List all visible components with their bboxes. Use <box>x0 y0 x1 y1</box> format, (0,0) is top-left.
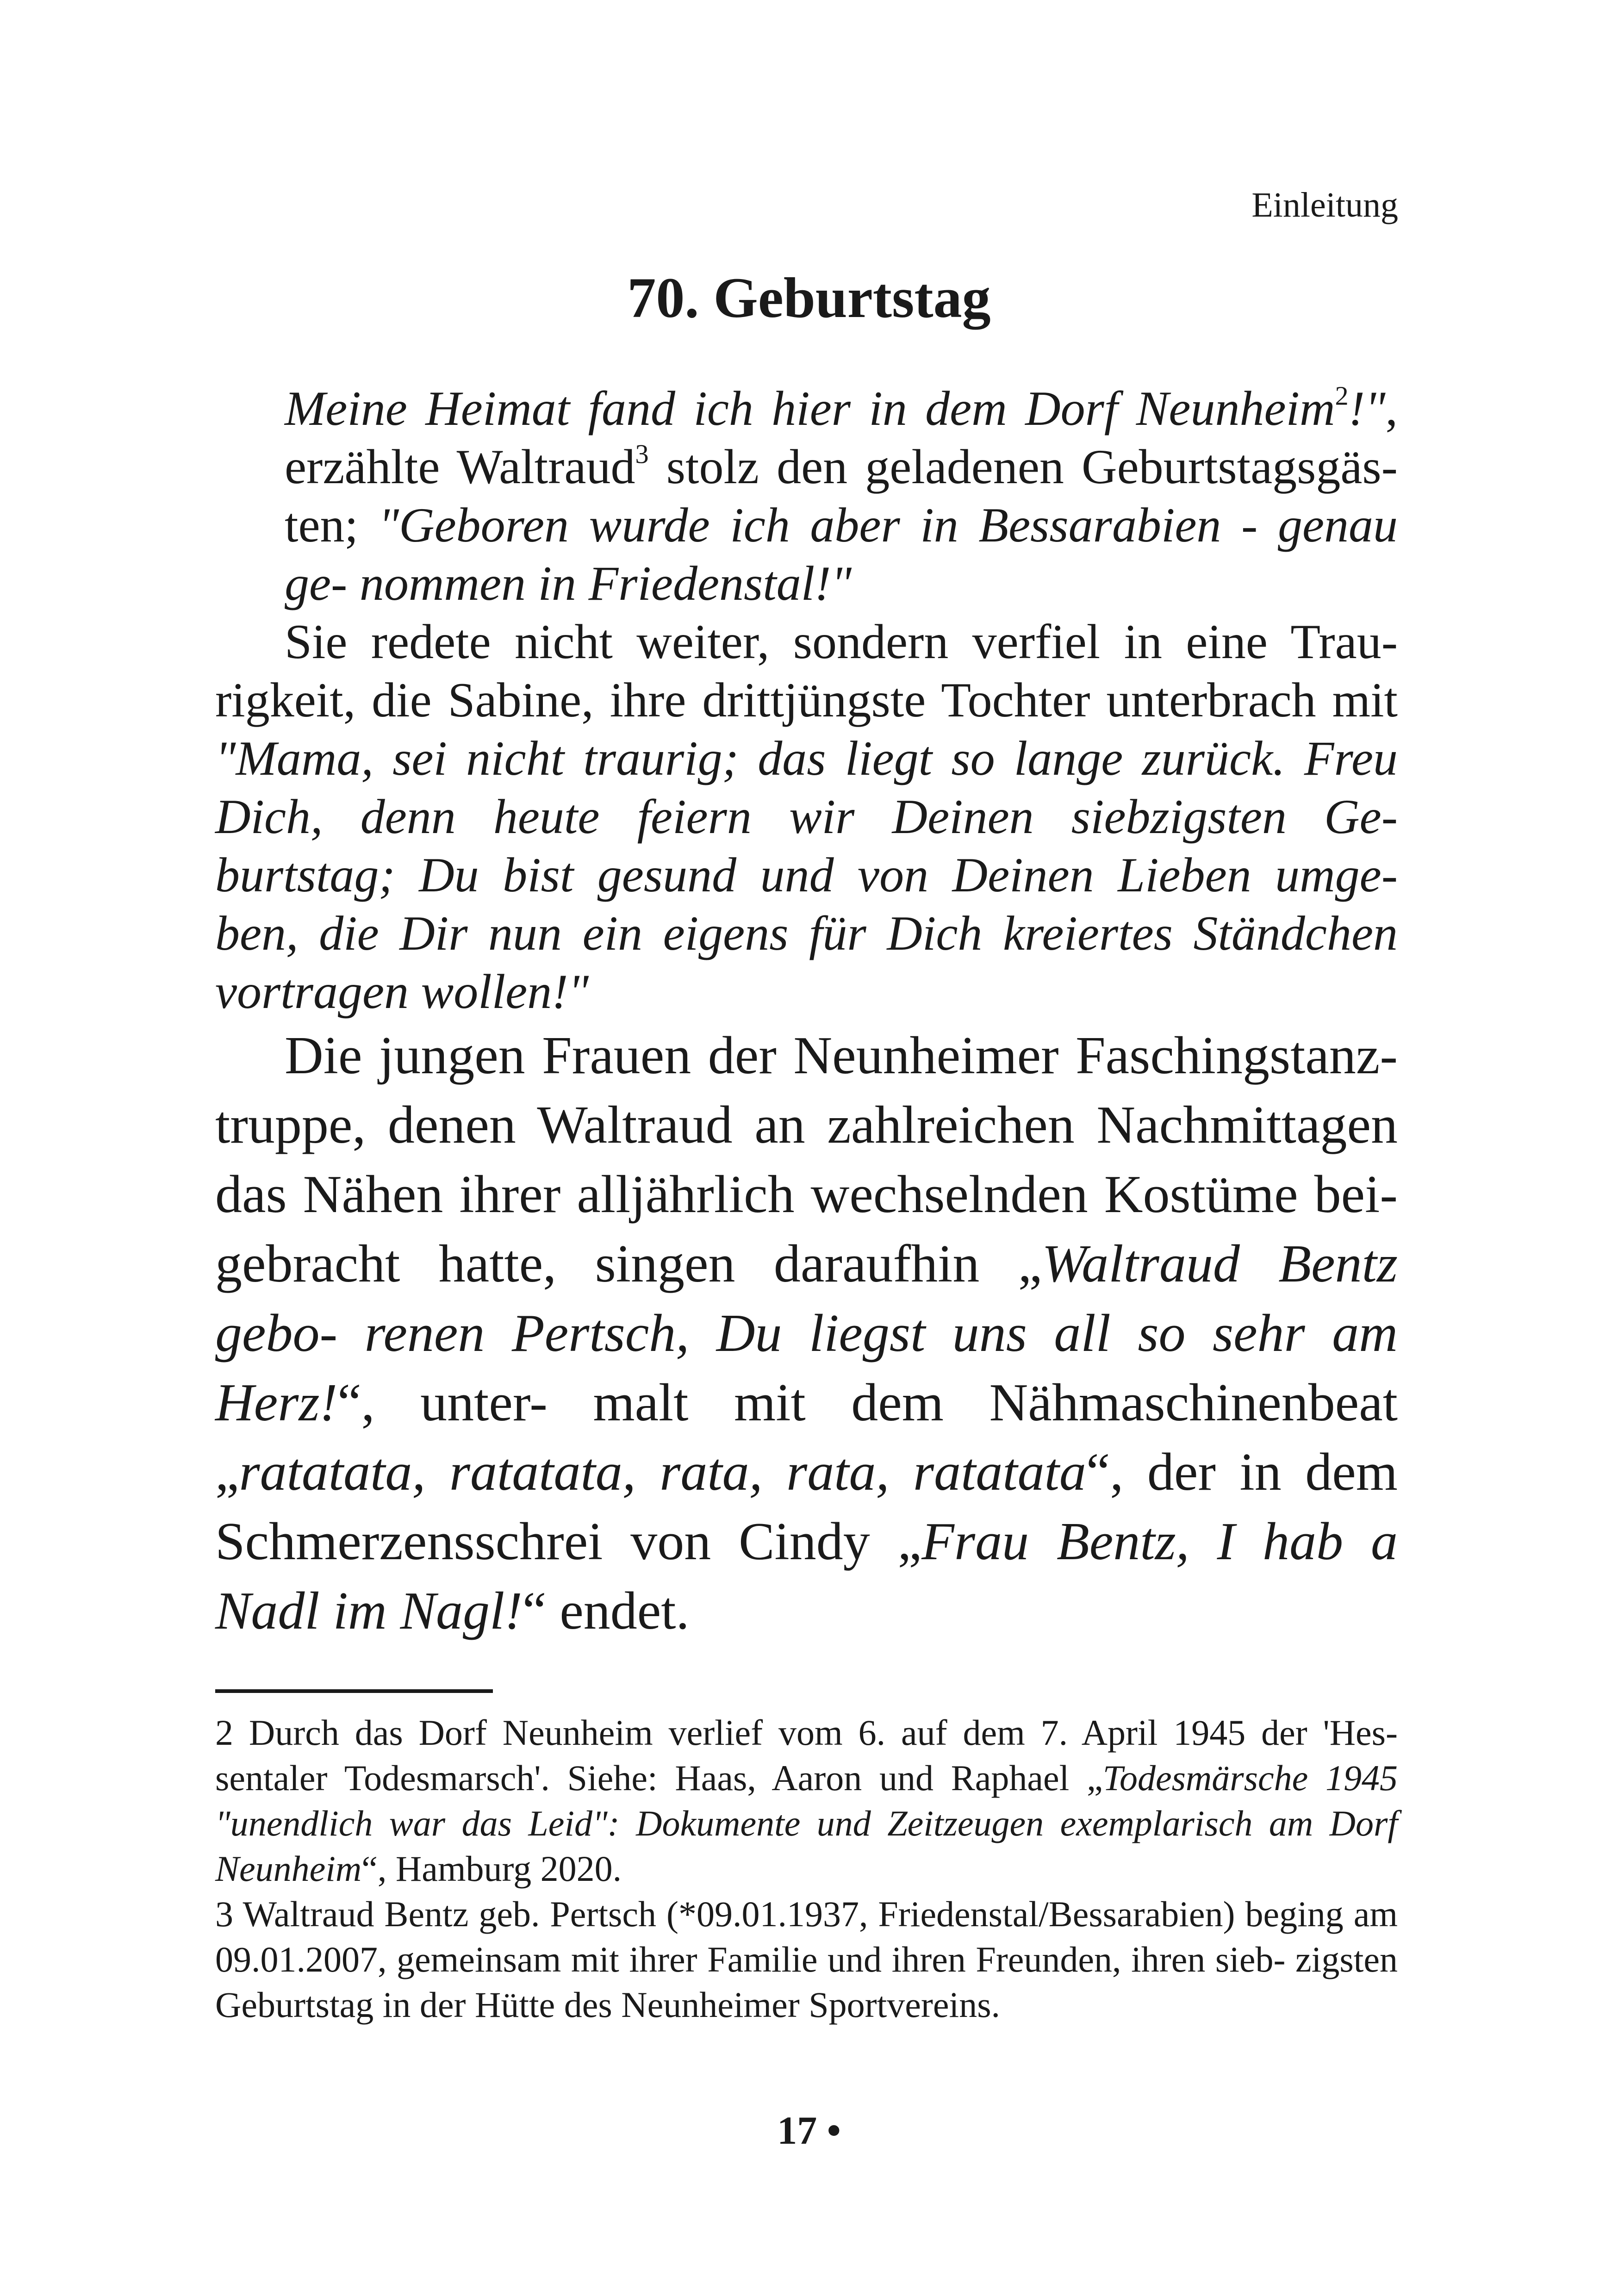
paragraph-text: , erzählte Waltraud <box>285 381 1398 494</box>
footnote-divider <box>215 1689 493 1693</box>
chapter-title: 70. Geburtstag <box>627 266 991 330</box>
quote-italic: Meine Heimat fand ich hier in dem Dorf Neunheim <box>285 381 1335 436</box>
quote-italic: Waltraud Bentz gebo- renen Pertsch, Du liegst uns all so sehr am Herz! <box>215 1234 1398 1432</box>
quote-italic: Frau Bentz, I hab a Nadl im Nagl! <box>215 1512 1398 1641</box>
quote-italic: !" <box>1348 381 1386 436</box>
footnote-text: “, Hamburg 2020. <box>361 1848 622 1889</box>
paragraph-text: “, der in dem Schmerzensschrei von Cindy „ <box>215 1443 1398 1571</box>
footnote-number: 3 <box>215 1894 233 1934</box>
paragraph-text: Sie redete nicht weiter, sondern verfiel in eine Trau- rigkeit, die Sabine, ihre drittjüngste Tochter unterbrach mit <box>215 615 1398 727</box>
paragraph-text: Die jungen Frauen der Neunheimer Faschingstanz- truppe, denen Waltraud an zahlreichen Nachmittagen das Nähen ihrer alljährlich wechselnden Kostüme bei- gebracht hatte, singen daraufhin „ <box>215 1026 1398 1294</box>
footnote-2 <box>215 1710 1398 1892</box>
paragraph-3 <box>215 1021 1398 1646</box>
paragraph-1 <box>215 380 1398 613</box>
paragraph-text: stolz den geladenen Geburtstagsgäs- ten; <box>285 440 1398 552</box>
footnote-text: Waltraud Bentz geb. Pertsch (*09.01.1937, Friedenstal/Bessarabien) beging am 09.01.2007, gemeinsam mit ihrer Familie und ihren Freunden, ihren sieb- zigsten Geburtstag in der Hütte des Neunheimer Sportvereins. <box>215 1894 1398 2025</box>
footnote-title-italic: Todesmärsche 1945 "unendlich war das Leid": Dokumente und Zeitzeugen exemplarisch am Dorf Neunheim <box>215 1758 1398 1889</box>
quote-italic: ratatata, ratatata, rata, rata, ratatata <box>239 1443 1086 1502</box>
quote-italic: "Mama, sei nicht traurig; das liegt so lange zurück. Freu Dich, denn heute feiern wir Deinen siebzigsten Ge- burtstag; Du bist gesund und von Deinen Lieben umge- ben, die Dir nun ein eigens für Dich kreiertes Ständchen vortragen wollen!" <box>215 731 1398 1019</box>
footnote-3 <box>215 1892 1398 2028</box>
footnote-text: Durch das Dorf Neunheim verlief vom 6. auf dem 7. April 1945 der 'Hes- sentaler Todesmarsch'. Siehe: Haas, Aaron und Raphael „ <box>215 1712 1398 1798</box>
paragraph-text: “, unter- malt mit dem Nähmaschinenbeat „ <box>215 1373 1398 1502</box>
footnotes <box>215 1710 1398 2028</box>
footnote-ref-2: 2 <box>1335 380 1349 411</box>
page-number: 17 • <box>777 2108 841 2153</box>
quote-italic: "Geboren wurde ich aber in Bessarabien - genau ge- nommen in Friedenstal!" <box>285 498 1398 610</box>
footnote-number: 2 <box>215 1712 233 1753</box>
running-head: Einleitung <box>1251 186 1398 224</box>
body-text <box>215 380 1398 1646</box>
footnote-ref-3: 3 <box>635 439 649 469</box>
paragraph-text: “ endet. <box>522 1581 690 1641</box>
paragraph-2 <box>215 613 1398 1021</box>
